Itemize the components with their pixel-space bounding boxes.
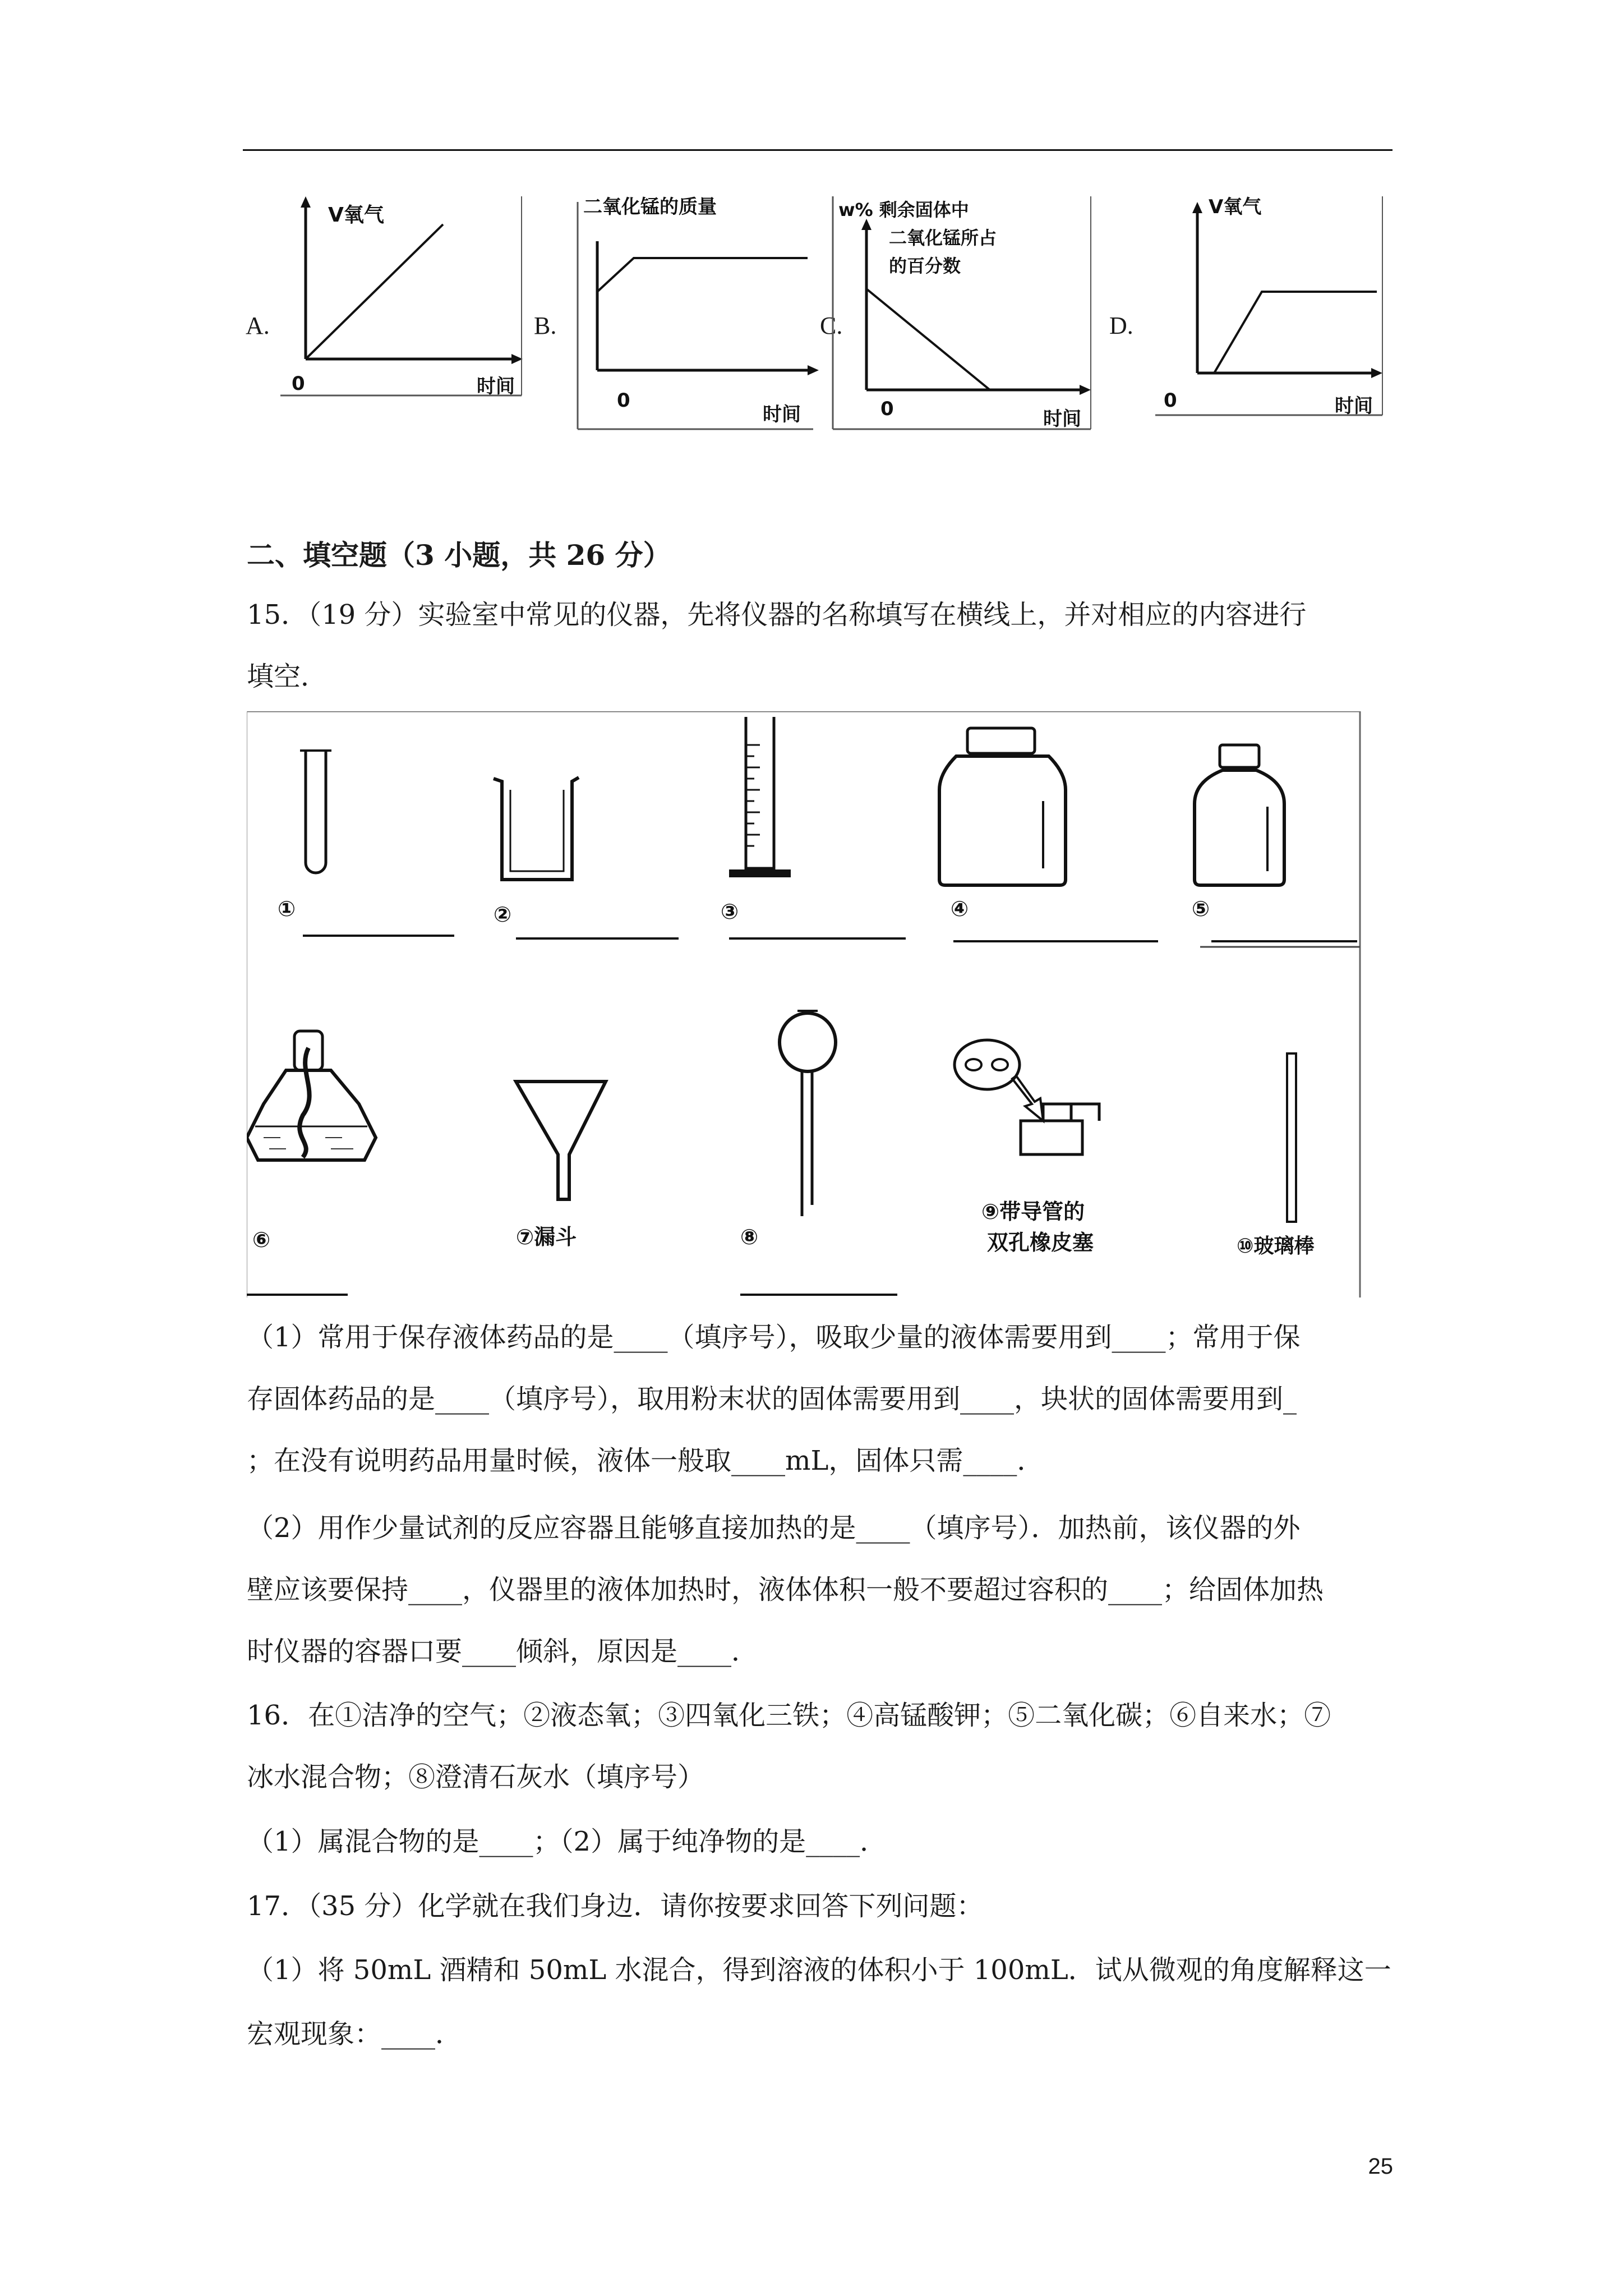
graph-b-ylabel: 二氧化锰的质量 xyxy=(583,196,717,218)
graph-d-ylabel: V氧气 xyxy=(1209,196,1262,218)
q16-line1: 16．在①洁净的空气；②液态氧；③四氧化三铁；④高锰酸钾；⑤二氧化碳；⑥自来水；⑦ xyxy=(247,1700,1331,1731)
graph-b-origin: 0 xyxy=(617,389,630,412)
label-6: ⑥ xyxy=(252,1227,271,1252)
graph-a-origin: 0 xyxy=(292,372,305,395)
q15-stem-line1: 15．（19 分）实验室中常见的仪器，先将仪器的名称填写在横线上，并对相应的内容进行 xyxy=(247,599,1307,631)
graph-d-origin: 0 xyxy=(1164,389,1177,412)
graph-a-ylabel: V氧气 xyxy=(328,204,384,227)
graph-a xyxy=(275,191,527,415)
label-4: ④ xyxy=(951,896,969,921)
choice-b-label: B. xyxy=(534,312,557,339)
q15-p2-line3: 时仪器的容器口要____倾斜，原因是____． xyxy=(247,1636,759,1667)
q16-line2: 冰水混合物；⑧澄清石灰水（填序号） xyxy=(247,1761,705,1793)
q17-line2: （1）将 50mL 酒精和 50mL 水混合，得到溶液的体积小于 100mL．试从微观的角度解释这一 xyxy=(247,1954,1391,1986)
graph-d-xlabel: 时间 xyxy=(1335,395,1373,417)
graph-c-xlabel: 时间 xyxy=(1043,408,1081,430)
apparatus-figure xyxy=(247,711,1363,1300)
choice-c-label: C. xyxy=(820,312,843,339)
q15-p2-line1: （2）用作少量试剂的反应容器且能够直接加热的是____（填序号）．加热前，该仪器的外 xyxy=(247,1512,1301,1544)
label-5: ⑤ xyxy=(1192,896,1210,921)
graph-c-origin: 0 xyxy=(880,398,894,420)
section-title: 二、填空题（3 小题，共 26 分） xyxy=(247,539,671,572)
graph-c xyxy=(827,191,1096,432)
graph-a-xlabel: 时间 xyxy=(477,375,515,398)
q15-stem-line2: 填空． xyxy=(247,661,328,692)
q15-p1-line3: ；在没有说明药品用量时候，液体一般取____mL，固体只需____． xyxy=(247,1445,1044,1476)
label-10: ⑩玻璃棒 xyxy=(1237,1235,1315,1258)
q16-line3: （1）属混合物的是____；（2）属于纯净物的是____． xyxy=(247,1826,887,1857)
choice-a-label: A. xyxy=(246,312,270,339)
label-1: ① xyxy=(278,896,296,921)
graph-b-xlabel: 时间 xyxy=(763,403,801,426)
graph-c-ylabel-2: 二氧化锰所占 xyxy=(889,227,997,249)
top-rule xyxy=(243,149,1393,151)
label-7: ⑦漏斗 xyxy=(516,1225,577,1249)
q17-line3: 宏观现象：____． xyxy=(247,2018,463,2050)
q15-p1-line1: （1）常用于保存液体药品的是____（填序号），吸取少量的液体需要用到____；常用于保 xyxy=(247,1322,1301,1353)
page-number: 25 xyxy=(1368,2154,1393,2179)
label-9b: 双孔橡皮塞 xyxy=(987,1230,1094,1255)
graph-c-ylabel-1: w% 剩余固体中 xyxy=(838,199,969,220)
graph-d xyxy=(1150,191,1385,421)
choice-d-label: D. xyxy=(1109,312,1133,339)
label-3: ③ xyxy=(721,899,739,924)
label-8: ⑧ xyxy=(740,1225,759,1249)
label-2: ② xyxy=(494,902,512,927)
label-9: ⑨带导管的 xyxy=(981,1199,1085,1224)
q15-p1-line2: 存固体药品的是____（填序号），取用粉末状的固体需要用到____，块状的固体需要用到_ xyxy=(247,1383,1297,1415)
graph-c-ylabel-3: 的百分数 xyxy=(889,255,961,277)
q17-line1: 17．（35 分）化学就在我们身边．请你按要求回答下列问题： xyxy=(247,1890,984,1922)
graph-b xyxy=(566,191,819,432)
q15-p2-line2: 壁应该要保持____，仪器里的液体加热时，液体体积一般不要超过容积的____；给固体加热 xyxy=(247,1574,1324,1605)
